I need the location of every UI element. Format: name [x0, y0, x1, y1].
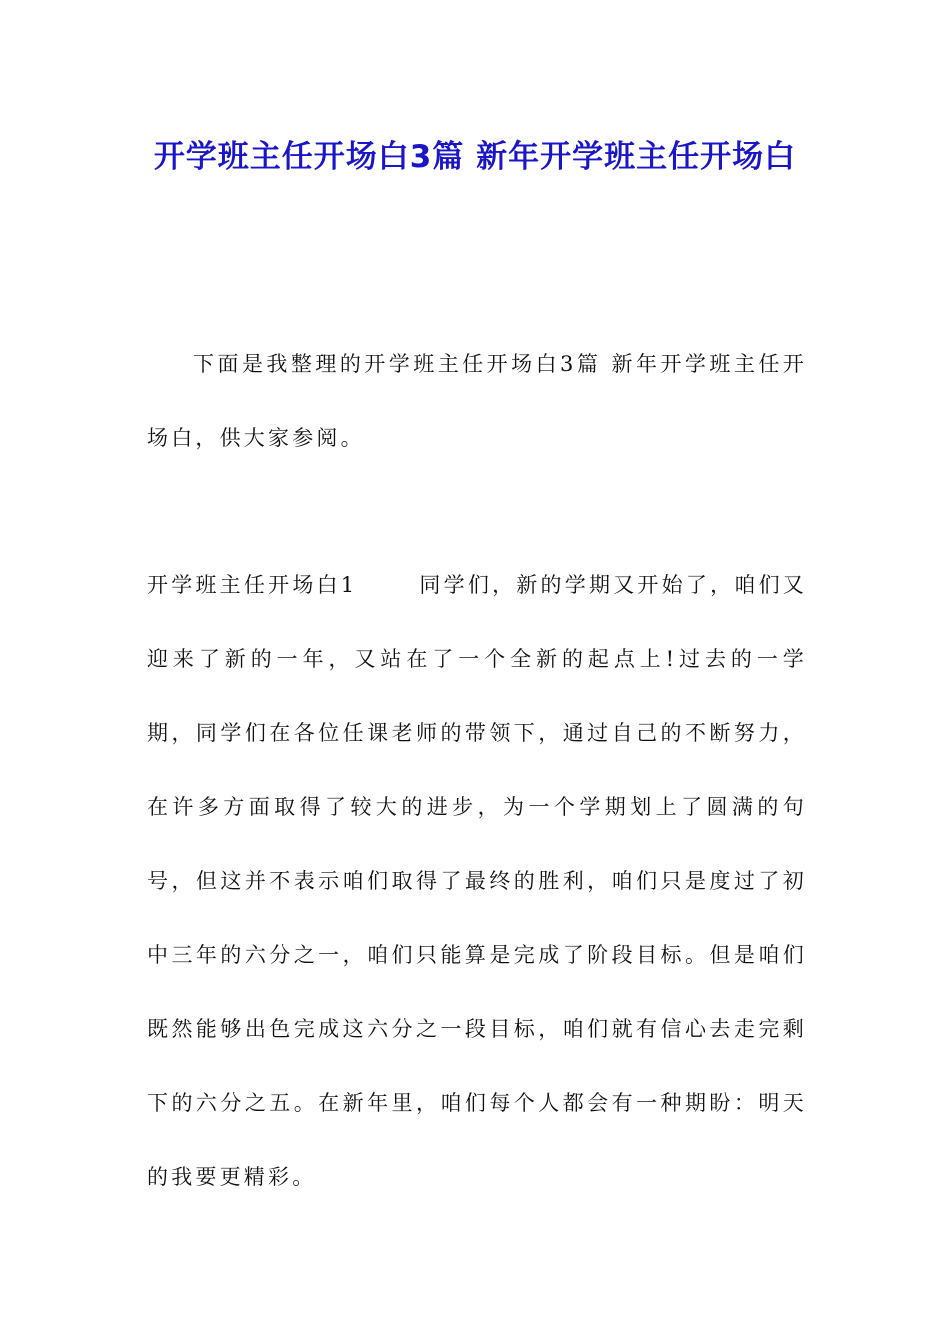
intro-paragraph: 下面是我整理的开学班主任开场白3篇 新年开学班主任开场白，供大家参阅。: [147, 352, 807, 450]
section-body: 同学们，新的学期又开始了，咱们又迎来了新的一年，又站在了一个全新的起点上!过去的一学期，同学们在各位任课老师的带领下，通过自己的不断努力，在许多方面取得了较大的进步，为一个学期划上了圆满的句号，但这并不表示咱们取得了最终的胜利，咱们只是度过了初中三年的六分之一，咱们只能算是完成了阶段目标。但是咱们既然能够出色完成这六分之一段目标，咱们就有信心去走完剩下的六分之五。在新年里，咱们每个人都会有一种期盼：明天的我要更精彩。: [147, 573, 807, 1189]
section-paragraph: [147, 548, 807, 1214]
section-heading: 开学班主任开场白1: [147, 573, 358, 597]
document-title: 开学班主任开场白3篇 新年开学班主任开场白: [153, 139, 797, 175]
